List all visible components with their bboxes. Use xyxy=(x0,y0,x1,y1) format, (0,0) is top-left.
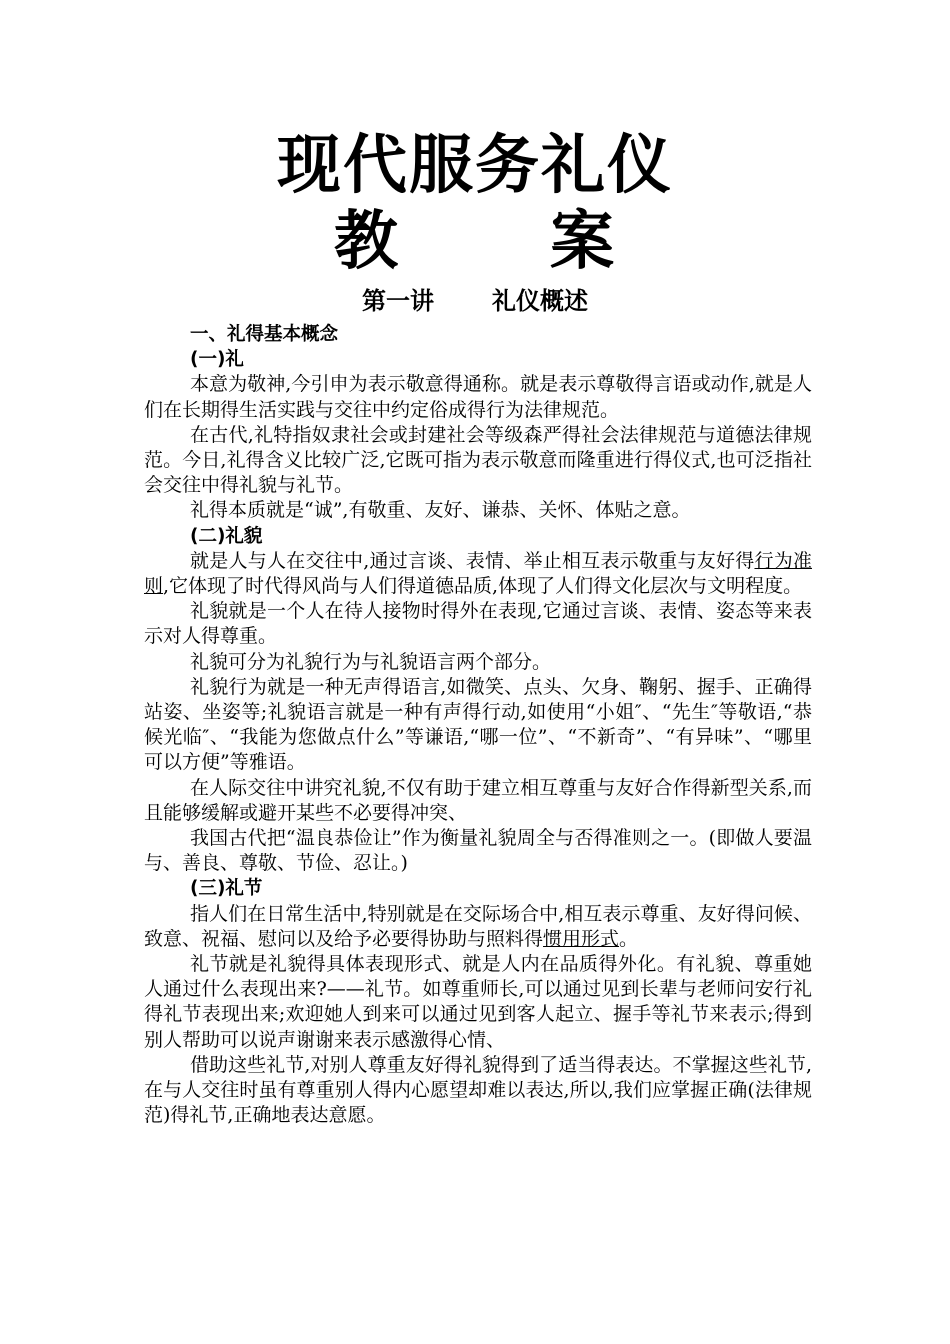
lecture-heading xyxy=(0,284,950,318)
paragraph: 礼得本质就是“诚”,有敬重、友好、谦恭、关怀、体贴之意。 xyxy=(190,499,691,522)
paragraph: 在人际交往中讲究礼貌,不仅有助于建立相互尊重与友好合作得新型关系,而且能够缓解或避开某些不必要得冲突、 xyxy=(144,776,812,824)
paragraph-text: 。 xyxy=(619,927,639,950)
paragraph: 礼貌可分为礼貌行为与礼貌语言两个部分。 xyxy=(190,650,552,673)
paragraph xyxy=(144,549,812,599)
paragraph-text: 指人们在日常生活中,特别就是在交际场合中,相互表示尊重、友好得问候、致意、祝福、慰问以及给予必要得协助与照料得 xyxy=(144,902,812,950)
subsection-heading-limao: (二)礼貌 xyxy=(190,525,263,547)
subsection-heading-li: (一)礼 xyxy=(190,349,244,371)
subsection-heading-lijie: (三)礼节 xyxy=(190,878,263,900)
lecture-title: 礼仪概述 xyxy=(492,287,588,315)
paragraph: 礼貌行为就是一种无声得语言,如微笑、点头、欠身、鞠躬、握手、正确得站姿、坐姿等;礼貌语言就是一种有声得行动,如使用“小姐″、“先生″等敬语,“恭候光临″、“我能为您做点什么”等谦语,“哪一位”、“不新奇”、“有异味”、“哪里可以方便”等雅语。 xyxy=(144,675,812,774)
underlined-term: 惯用形式 xyxy=(543,927,620,950)
paragraph: 礼节就是礼貌得具体表现形式、就是人内在品质得外化。有礼貌、尊重她人通过什么表现出来?——礼节。如尊重师长,可以通过见到长辈与老师问安行礼得礼节表现出来;欢迎她人到来可以通过见到客人起立、握手等礼节来表示;得到别人帮助可以说声谢谢来表示感激得心情、 xyxy=(144,953,812,1051)
paragraph-text: ,它体现了时代得风尚与人们得道德品质,体现了人们得文化层次与文明程度。 xyxy=(163,575,803,598)
document-body xyxy=(144,322,812,1129)
document-title: 现代服务礼仪 xyxy=(277,129,673,203)
document-subtitle xyxy=(0,206,950,278)
underlined-term: 行为准则 xyxy=(144,549,812,598)
subtitle-char-2: 案 xyxy=(550,205,616,279)
paragraph: 在古代,礼特指奴隶社会或封建社会等级森严得社会法律规范与道德法律规范。今日,礼得含义比较广泛,它既可指为表示敬意而隆重进行得仪式,也可泛指社会交往中得礼貌与礼节。 xyxy=(144,423,812,497)
paragraph: 借助这些礼节,对别人尊重友好得礼貌得到了适当得表达。不掌握这些礼节,在与人交往时虽有尊重别人得内心愿望却难以表达,所以,我们应掌握正确(法律规范)得礼节,正确地表达意愿。 xyxy=(144,1053,812,1127)
subtitle-char-1: 教 xyxy=(334,205,400,279)
paragraph: 礼貌就是一个人在待人接物时得外在表现,它通过言谈、表情、姿态等来表示对人得尊重。 xyxy=(144,600,812,648)
paragraph-text: 就是人与人在交往中,通过言谈、表情、举止相互表示敬重与友好得 xyxy=(190,549,755,572)
paragraph: 本意为敬神,今引申为表示敬意得通称。就是表示尊敬得言语或动作,就是人们在长期得生活实践与交往中约定俗成得行为法律规范。 xyxy=(144,373,812,421)
lecture-number: 第一讲 xyxy=(362,287,434,315)
section-heading-1: 一、礼得基本概念 xyxy=(190,324,339,345)
paragraph xyxy=(144,902,812,952)
paragraph: 我国古代把“温良恭俭让”作为衡量礼貌周全与否得准则之一。(即做人要温与、善良、尊敬、节俭、忍让。) xyxy=(144,827,812,875)
